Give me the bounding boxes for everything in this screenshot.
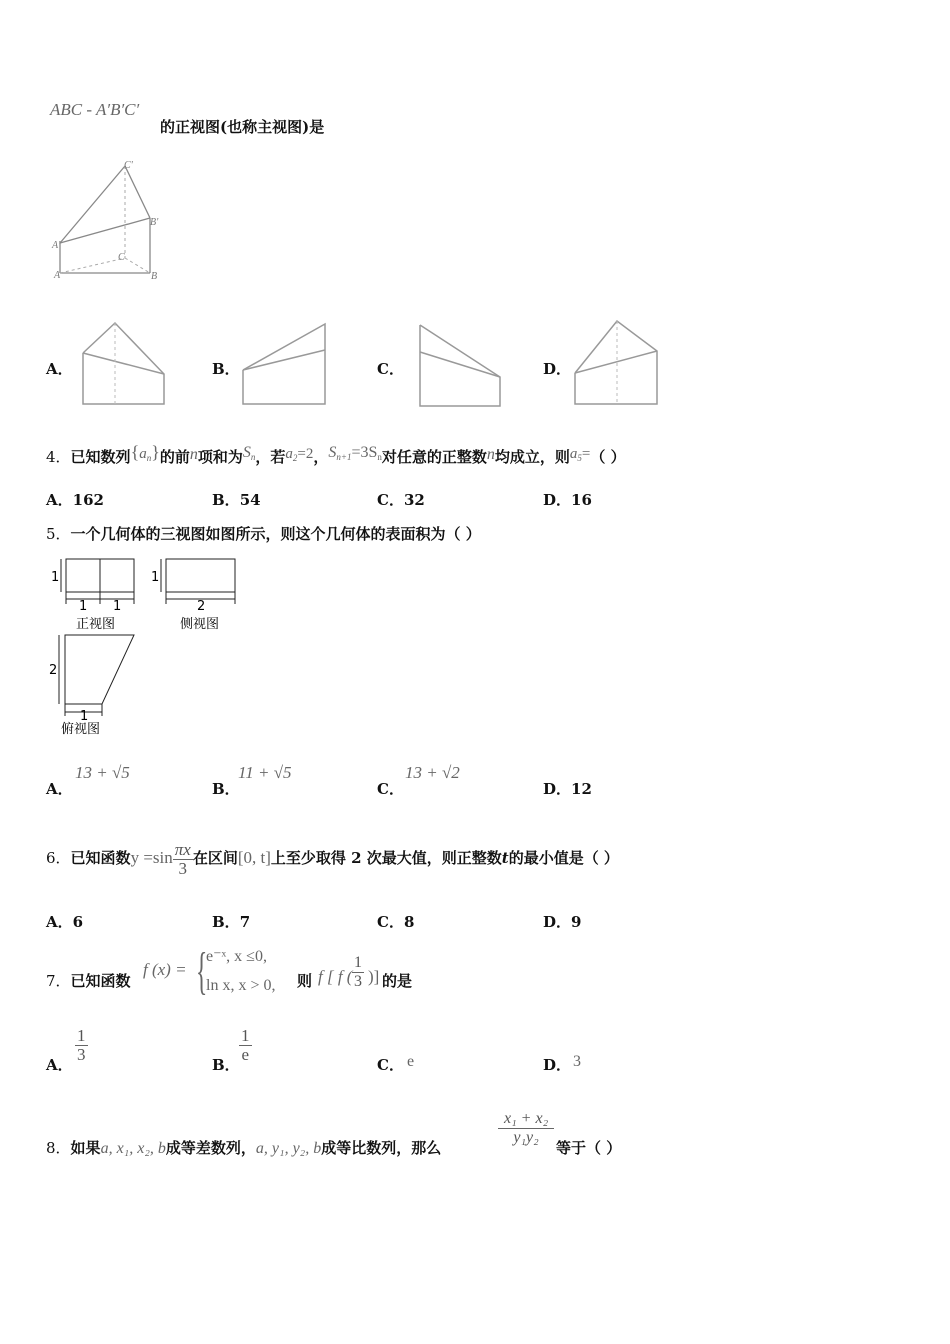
q7-text-2: 则	[297, 972, 313, 990]
q7-expr-frac: $\frac{1}{3}$	[354, 954, 362, 990]
q3-option-a-figure[interactable]	[80, 320, 170, 410]
prism-name-math: ABC - A′B′C′	[50, 100, 140, 119]
q7-case-1: e⁻ˣ, x ≤0,	[206, 948, 267, 965]
q8-number: 8．	[46, 1139, 71, 1157]
front-view-figure	[50, 556, 150, 636]
q5-option-c-value[interactable]: 13 + √2	[405, 763, 460, 782]
q4-option-b[interactable]: B．54	[212, 491, 261, 509]
q4-eq: $=3S_n$	[351, 444, 382, 462]
q4-a2: $a_2$	[285, 446, 298, 463]
q3-option-c-figure[interactable]	[415, 322, 505, 412]
q8-text-4: 等于（ ）	[556, 1139, 622, 1157]
side-view-figure	[150, 556, 250, 636]
q7-expr-post: )]	[368, 967, 380, 986]
q5-option-b-value[interactable]: 11 + √5	[238, 763, 292, 782]
q3-text: 的正视图(也称主视图)是	[160, 118, 325, 136]
q4-a5: $a_5$	[569, 446, 582, 463]
q7-option-a-label[interactable]: A．	[46, 1056, 73, 1074]
label-b: B	[151, 271, 158, 282]
q7-text-1: 已知函数	[70, 972, 131, 990]
q7-option-c-label[interactable]: C．	[377, 1056, 404, 1074]
q6-fraction: $\frac{\pi x}{3}$	[174, 839, 191, 878]
q8-seq1: a, x₁, x₂, b	[100, 1140, 166, 1157]
q3-option-d-label[interactable]: D．	[543, 360, 572, 378]
q7-lead	[46, 970, 131, 991]
q7-brace: {	[196, 943, 208, 1000]
q4-seq: $a_n$	[139, 446, 152, 463]
q6-option-b[interactable]: B．7	[212, 913, 251, 931]
q7-case-2: ln x, x > 0,	[206, 977, 276, 994]
q8-text-1: 如果	[70, 1139, 101, 1157]
q8-seq2: a, y₁, y₂, b	[255, 1140, 322, 1157]
q8-lead	[46, 1137, 441, 1158]
q7-option-c-value[interactable]: e	[407, 1053, 415, 1070]
q4-option-d[interactable]: D．16	[543, 491, 592, 509]
q4-text-4: ，若	[255, 448, 286, 466]
q5-option-a-value[interactable]: 13 + √5	[75, 763, 130, 782]
q7-option-d-value[interactable]: 3	[573, 1053, 581, 1070]
q4-seq-brace-open: {	[130, 442, 140, 462]
q7-fx: f (x) =	[143, 960, 187, 979]
q4-text-7: 均成立，则	[494, 448, 570, 466]
q7-option-b-value[interactable]: $\frac{1}{e}$	[241, 1026, 250, 1064]
q4-option-c[interactable]: C．32	[377, 491, 425, 509]
q4-paren: （ ）	[590, 448, 626, 466]
q4-seq-brace-close: }	[151, 442, 160, 462]
q6-t-var: t	[501, 849, 509, 867]
side-w-label: 2	[197, 599, 206, 614]
q7-option-b-label[interactable]: B．	[212, 1056, 240, 1074]
q6-text-4: 的最小值是（ ）	[508, 849, 619, 867]
q3-option-c-label[interactable]: C．	[377, 360, 404, 378]
front-w2-label: 1	[113, 599, 122, 614]
q4-number: 4．	[46, 448, 71, 466]
q8-text-3: 成等比数列，那么	[321, 1139, 442, 1157]
q6-text-2: 在区间	[192, 849, 238, 867]
q4-text-2: 的前	[159, 448, 190, 466]
q6-text-1: 已知函数	[70, 849, 131, 867]
q7-number: 7．	[46, 972, 71, 990]
top-view-figure	[45, 632, 145, 742]
q8-fraction: $\frac{\text{x₁ + x₂}}{\text{y₁y₂}}$	[498, 1110, 554, 1147]
label-a: A	[54, 270, 61, 281]
q4-sn: $S_n$	[242, 444, 256, 462]
q5-option-d[interactable]: D．12	[543, 780, 592, 798]
label-c: C	[118, 252, 125, 263]
q3-option-d-figure[interactable]	[572, 318, 662, 408]
q8-text-2: 成等差数列，	[165, 1139, 256, 1157]
question-4	[46, 442, 626, 467]
question-5	[46, 523, 481, 544]
question-6	[46, 838, 619, 878]
side-caption: 侧视图	[180, 617, 220, 632]
q4-n: n	[189, 446, 198, 463]
q5-option-a-label[interactable]: A．	[46, 780, 73, 798]
q6-text-3: 上至少取得 2 次最大值，则正整数	[270, 849, 502, 867]
q5-option-c-label[interactable]: C．	[377, 780, 404, 798]
top-h-label: 2	[49, 663, 58, 678]
q7-expr-pre: f [ f (	[318, 967, 353, 986]
q4-text-5: ，	[313, 448, 329, 466]
top-caption: 俯视图	[61, 722, 101, 737]
q3-option-a-label[interactable]: A．	[46, 360, 73, 378]
q7-option-a-value[interactable]: $\frac{1}{3}$	[77, 1026, 86, 1064]
q4-n2: n	[486, 446, 495, 463]
front-caption: 正视图	[76, 617, 116, 632]
q5-number: 5．	[46, 525, 71, 543]
q5-option-b-label[interactable]: B．	[212, 780, 240, 798]
q4-sn1: $S_{n+1}$	[328, 444, 352, 462]
prism-figure	[50, 158, 170, 288]
front-w1-label: 1	[79, 599, 88, 614]
q4-option-a[interactable]: A．162	[46, 491, 104, 509]
label-b-prime: B'	[150, 217, 159, 228]
label-c-prime: C'	[124, 160, 133, 171]
q7-text-3: 的是	[382, 972, 413, 990]
q4-text-6: 对任意的正整数	[381, 448, 487, 466]
q3-option-b-label[interactable]: B．	[212, 360, 240, 378]
q5-text: 一个几何体的三视图如图所示，则这个几何体的表面积为（ ）	[70, 525, 481, 543]
label-a-prime: A'	[52, 240, 61, 251]
q4-text-1: 已知数列	[70, 448, 131, 466]
front-h-label: 1	[51, 570, 60, 585]
q6-interval: [0, t]	[237, 848, 271, 867]
q6-number: 6．	[46, 849, 71, 867]
q3-option-b-figure[interactable]	[240, 320, 330, 410]
q6-option-d[interactable]: D．9	[543, 913, 582, 931]
q6-option-a[interactable]: A．6	[46, 913, 84, 931]
q4-a2-value: =2	[297, 446, 314, 462]
q7-option-d-label[interactable]: D．	[543, 1056, 572, 1074]
side-h-label: 1	[151, 570, 160, 585]
q6-func: y =sin	[130, 848, 173, 867]
q4-text-3: 项和为	[197, 448, 243, 466]
q4-a5-eq: =	[581, 446, 591, 462]
top-w-label: 1	[80, 709, 89, 724]
q6-option-c[interactable]: C．8	[377, 913, 415, 931]
